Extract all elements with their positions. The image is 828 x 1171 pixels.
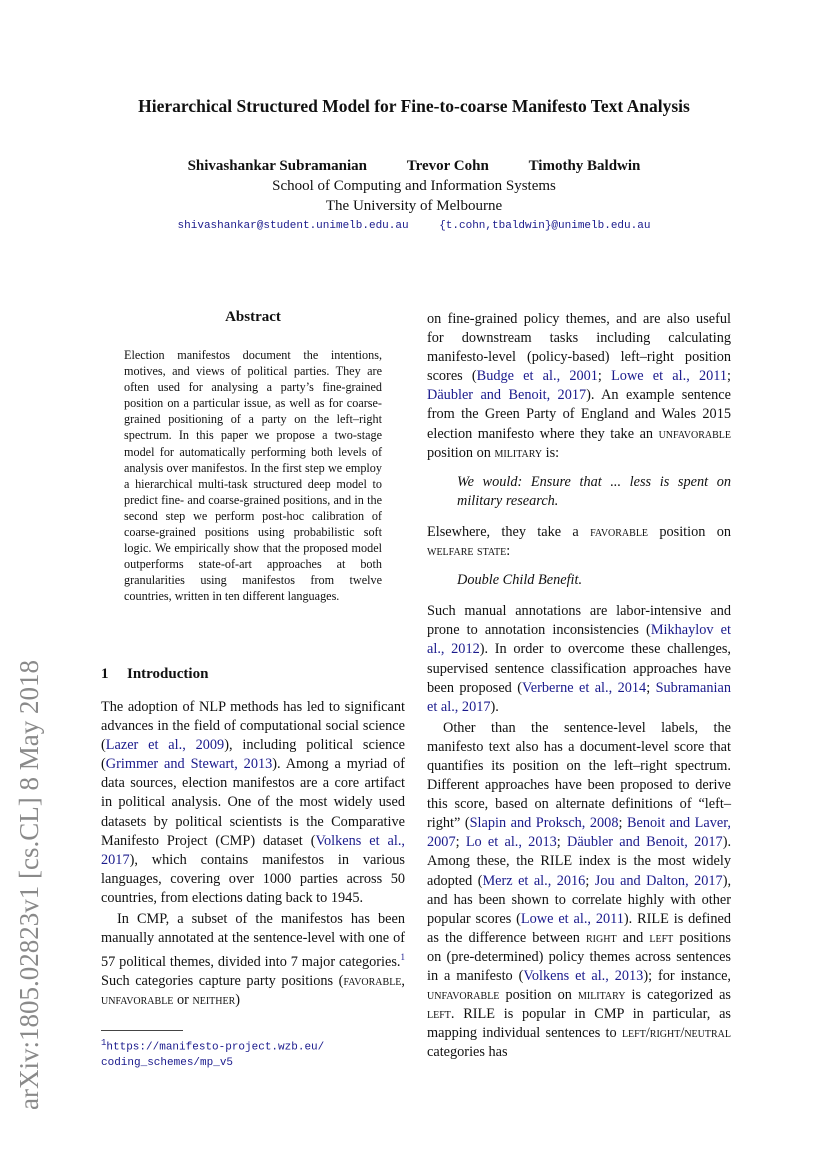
citation-link[interactable]: Benoit and Laver, 2007 (427, 815, 732, 851)
citation-link[interactable]: Mikhaylov et al., 2012 (427, 622, 731, 658)
intro-paragraph: The adoption of NLP methods has led to significant advances in the field of computational social science (Lazer et al., 2009), including political science (Grimmer and Stewart, 2013). Among a myriad of data sources, election manifestos are a core artifact in political analysis. One of the most widely used datasets by political scientists is the Comparative Manifesto Project (CMP) dataset (Volkens et al., 2017), which contains manifestos in various languages, covering over 1000 parties across 50 countries, from elections dating back to 1945. (101, 699, 405, 906)
example-quote: Double Child Benefit. (457, 572, 583, 589)
citation-link[interactable]: Däubler and Benoit, 2017 (427, 387, 587, 404)
footnote-url-continued[interactable]: coding_schemes/mp_v5 (101, 1056, 234, 1069)
body-paragraph: Other than the sentence-level labels, the manifesto text also has a document-level score that quantifies its position on the left–right spectrum. Different approaches have been proposed to derive this score, based on alternate definitions of “left–right” (Slapin and Proksch, 2008; Benoit and Laver, 2007; Lo et al., 2013; Däubler and Benoit, 2017). Among these, the RILE index is the most widely adopted (Merz et al., 2016; Jou and Dalton, 2017), and has been shown to correlate highly with other popular scores (Lowe et al., 2011). RILE is defined as the difference between right and left positions on (pre-determined) policy themes across sentences in a manifesto (Volkens et al., 2013); for instance, unfavorable position on military is categorized as left. RILE is popular in CMP in particular, as mapping individual sentences to left/right/neutral categories has (427, 719, 732, 1061)
citation-link[interactable]: Merz et al., 2016 (482, 872, 586, 889)
footnote-marker[interactable]: 1 (400, 952, 405, 963)
author-name: Shivashankar Subramanian (187, 158, 367, 174)
example-quote: We would: Ensure that ... less is spent on military research. (457, 473, 731, 509)
citation-link[interactable]: Lowe et al., 2011 (520, 910, 624, 927)
footnote-divider (101, 1030, 183, 1031)
citation-link[interactable]: Lowe et al., 2011 (611, 368, 728, 385)
citation-link[interactable]: Verberne et al., 2014 (521, 679, 647, 696)
citation-link[interactable]: Jou and Dalton, 2017 (594, 872, 723, 889)
affiliation-school: School of Computing and Information Systems (272, 178, 556, 194)
affiliation-university: The University of Melbourne (325, 198, 503, 214)
author-emails (0, 220, 828, 232)
citation-link[interactable]: Volkens et al., 2013 (523, 968, 644, 984)
footnote-url[interactable]: https://manifesto-project.wzb.eu/ (106, 1041, 325, 1054)
email-link[interactable]: shivashankar@student.unimelb.edu.au (177, 220, 409, 232)
citation-link[interactable]: Subramanian et al., 2017 (427, 679, 732, 715)
citation-link[interactable]: Lo et al., 2013 (465, 834, 557, 851)
intro-paragraph: In CMP, a subset of the manifestos has been manually annotated at the sentence-level with one of 57 political themes, divided into 7 major categories.$^1$ Such categories capture party positions (favorable, unfavorable or neither) (101, 911, 405, 1009)
footnote-number: 1 (101, 1038, 107, 1048)
section-number: 1 (101, 666, 109, 682)
author-list (0, 158, 828, 175)
footnote (101, 1036, 411, 1071)
email-link[interactable]: {t.cohn,tbaldwin}@unimelb.edu.au (439, 220, 651, 232)
right-column (427, 310, 731, 1064)
body-paragraph: on fine-grained policy themes, and are also useful for downstream tasks including calculating manifesto-level (policy-based) left–right position scores (Budge et al., 2001; Lowe et al., 2011; Däubler and Benoit, 2017). An example sentence from the Green Party of England and Wales 2015 election manifesto where they take an unfavorable position on military is: (427, 311, 731, 461)
abstract-heading: Abstract (225, 309, 281, 325)
arxiv-watermark: arXiv:1805.02823v1 [cs.CL] 8 May 2018 (14, 660, 44, 1110)
citation-link[interactable]: Volkens et al., 2017 (101, 832, 405, 868)
paper-title: Hierarchical Structured Model for Fine-to-coarse Manifesto Text Analysis (138, 96, 690, 116)
left-column (101, 698, 405, 1012)
body-paragraph: Elsewhere, they take a favorable position on welfare state: (427, 523, 731, 560)
author-name: Trevor Cohn (406, 158, 489, 174)
author-name: Timothy Baldwin (528, 158, 641, 174)
citation-link[interactable]: Budge et al., 2001 (476, 368, 598, 385)
section-heading (101, 666, 208, 683)
citation-link[interactable]: Lazer et al., 2009 (105, 737, 225, 754)
citation-link[interactable]: Slapin and Proksch, 2008 (469, 815, 619, 832)
citation-link[interactable]: Grimmer and Stewart, 2013 (105, 756, 273, 773)
abstract-text: Election manifestos document the intentions, motives, and views of political parties. They are often used for analysing a party’s fine-grained position on a particular issue, as well as for coarse-grained positioning of a party on the left–right spectrum. In this paper we propose a two-stage model for automatically performing both levels of analysis over manifestos. In the first step we employ a hierarchical multi-task structured deep model to predict fine- and coarse-grained positions, and in the second step we perform post-hoc calibration of coarse-grained positions using probabilistic soft logic. We empirically show that the proposed model outperforms state-of-art approaches at both granularities using manifestos from twelve countries, written in ten different languages. (124, 348, 382, 604)
section-title: Introduction (127, 666, 209, 682)
body-paragraph: Such manual annotations are labor-intensive and prone to annotation inconsistencies (Mikhaylov et al., 2012). In order to overcome these challenges, supervised sentence classification approaches have been proposed (Verberne et al., 2014; Subramanian et al., 2017). (427, 603, 732, 715)
citation-link[interactable]: Däubler and Benoit, 2017 (567, 834, 723, 851)
